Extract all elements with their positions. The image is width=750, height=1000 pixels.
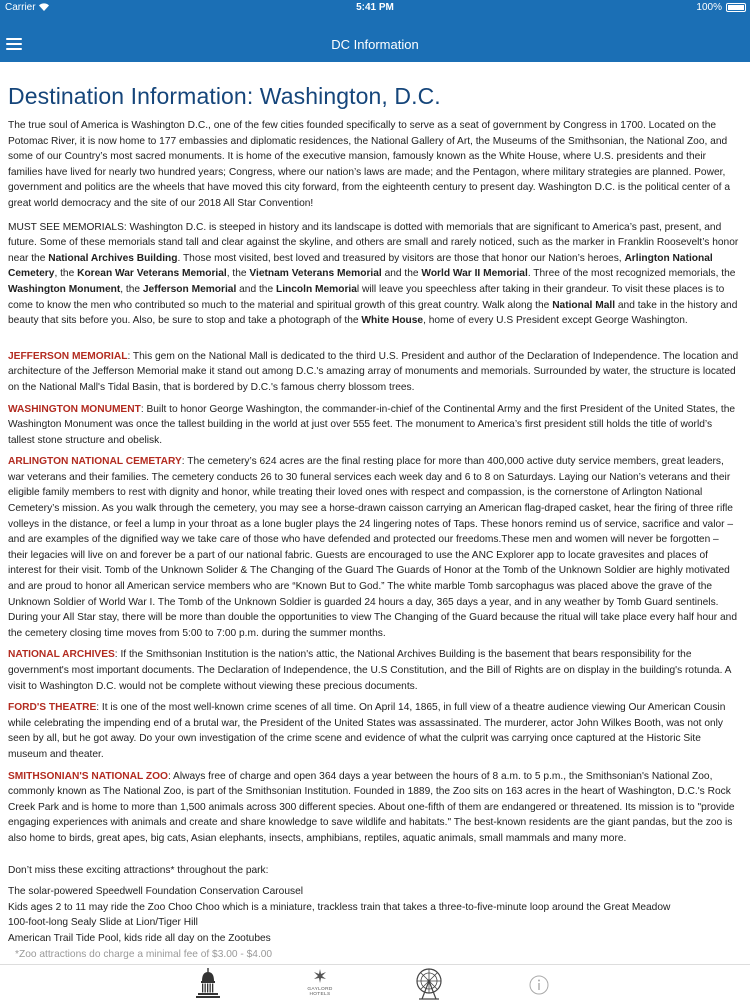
list-item: The solar-powered Speedwell Foundation Conservation Carousel: [8, 886, 304, 898]
section-national-zoo: SMITHSONIAN'S NATIONAL ZOO: Always free of charge and open 364 days a year between the hours of 8 a.m. to 5 p.m., the Smithsonian's National Zoo, commonly known as The National Zoo, is part of the Smithsonian Institution. Founded in 1889, the Zoo sits on 163 acres in the heart of Washington, D.C.'s Rock Creek Park and is home to more than 1,500 animals across 300 different species. About one-fifth of them are endangered or threatened. Its mission is to "provide engaging experiences with animals and create and share knowledge to save wildlife and habitats." The best-known residents are the giant pandas, but the zoo is also home to birds, great apes, big cats, Asian elephants, insects, amphibians, reptiles, aquatic animals, small mammals and many more.: [8, 770, 735, 844]
gaylord-hotels-logo: [303, 967, 337, 987]
tab-info[interactable]: [528, 967, 550, 999]
memorials-paragraph: MUST SEE MEMORIALS: Washington D.C. is steeped in history and its landscape is dotted with memorials that are significant to America’s past, present, and future. Some of these memorials stand tall and clear against the skyline, and others are small and rarely noticed, such as the marker in Franklin Roosevelt’s honor near the National Archives Building. Those most visited, best loved and treasured by visitors are those that honor our Nation’s heroes, Arlington National Cemetery, the Korean War Veterans Memorial, the Vietnam Veterans Memorial and the World War II Memorial. Three of the most recognized memorials, the Washington Monument, the Jefferson Memorial and the Lincoln Memorial will leave you speechless after taking in their grandeur. To visit these places is to come to know the men who contributed so much to the material and spiritual growth of this great country. Walk along the National Mall and take in the history and beauty that sits before you. Also, be sure to stop and take a photograph of the White House, home of every U.S President except George Washington.: [8, 221, 739, 327]
nav-title: DC Information: [331, 37, 419, 52]
section-heading: WASHINGTON MONUMENT: [8, 403, 141, 415]
gaylord-hotels-wordmark: GAYLORD HOTELS: [307, 987, 333, 997]
list-item: Kids ages 2 to 11 may ride the Zoo Choo Choo which is a miniature, trackless train that takes a three-to-five-minute loop around the Great Meadow: [8, 901, 671, 913]
list-item: American Trail Tide Pool, kids ride all day on the Zootubes: [8, 932, 271, 944]
attractions-fee-note: *Zoo attractions do charge a minimal fee of $3.00 - $4.00: [15, 948, 273, 960]
scroll-content[interactable]: [0, 62, 750, 964]
attractions-list: [8, 884, 741, 962]
clock: 5:41 PM: [356, 2, 394, 13]
attractions-header: Don’t miss these exciting attractions* throughout the park:: [8, 864, 269, 876]
tab-dc-information[interactable]: [196, 967, 220, 999]
battery-icon: [726, 3, 746, 12]
section-jefferson-memorial: JEFFERSON MEMORIAL: This gem on the National Mall is dedicated to the third U.S. President and author of the Declaration of Independence. The location and architecture of the Jefferson Memorial make it stand out among D.C.'s amazing array of monuments and memorials. Surrounded by water, the structure is located on the National Mall's Tidal Basin, that is bordered by D.C.'s famous cherry blossom trees.: [8, 350, 739, 393]
page-title: Destination Information: Washington, D.C.: [8, 83, 441, 109]
intro-paragraph: The true soul of America is Washington D.C., one of the few cities founded specifically to serve as a seat of government by Congress in 1700. Located on the Potomac River, it is now home to 177 embassies and diplomatic residences, the National Gallery of Art, the Museums of the Smithsonian, the National Zoo, and some of our Country’s most sacred monuments. It is home of the executive mansion, famously known as the White House, where U.S. presidents and their families have lived for nearly two hundred years; Congress, where our nation’s laws are made; and the Pentagon, where military strategies are planned. Power, government and politics are the wheels that have moved this city forward, from the eighteenth century to present day. Washington D.C. is the political center of a great world democracy and the site of our 2018 All Star Convention!: [8, 120, 730, 209]
info-icon: [528, 967, 550, 999]
carrier-label: Carrier: [5, 2, 36, 13]
capitol-icon: [196, 967, 220, 999]
section-washington-monument: WASHINGTON MONUMENT: Built to honor George Washington, the commander-in-chief of the Continental Army and the first President of the United States, the Washington Monument was once the tallest building in the world at just over 555 feet. The monument to America’s first president still holds the title of world’s tallest stone structure and obelisk.: [8, 403, 736, 446]
section-national-archives: NATIONAL ARCHIVES: If the Smithsonian Institution is the nation's attic, the National Archives Building is the basement that bears responsibility for the government's most important documents. The Declaration of Independence, the U.S Constitution, and the Bill of Rights are on display in the building's rotunda. A visit to Washington D.C. would not be complete without viewing these precious documents.: [8, 649, 731, 692]
tab-gaylord-hotels[interactable]: [303, 967, 337, 1000]
section-heading: SMITHSONIAN'S NATIONAL ZOO: [8, 770, 168, 782]
section-heading: ARLINGTON NATIONAL CEMETARY: [8, 456, 182, 468]
battery-percent: 100%: [696, 2, 722, 13]
section-heading: NATIONAL ARCHIVES: [8, 649, 115, 661]
tab-attractions[interactable]: [412, 967, 446, 1000]
tab-bar: [0, 964, 750, 1000]
section-arlington-cemetery: ARLINGTON NATIONAL CEMETARY: The cemetery’s 624 acres are the final resting place for more than 400,000 active duty service members, great leaders, war veterans and their families. The cemetery conducts 26 to 30 funeral services each week day and 6 to 8 on Saturdays. Laying our Nation’s veterans and their eligible family members to rest with dignity and honor, while treating their loved ones with respect and compassion, is the cornerstone of Arlington National Cemetery’s mission. As you walk through the cemetery, you may see a horse-drawn caisson carrying an American flag-draped casket, hear the firing of three rifle volleys in the distance, or feel a lump in your throat as a lone bugler plays the 24 lingering notes of Taps. These honors remind us of service, sacrifice and valor – and are examples of the dignified way we take care of those who have defended and protected our freedoms.These men and women will never be forgotten – their legacies will live on and forever be a part of our national fabric. Guests are encouraged to use the ANC Explorer app to locate gravesites and places of interest for their visit. Tomb of the Unknown Solider & The Changing of the Guard The Guards of Honor at the Tomb of the Unknown Soldier are highly motivated and are proud to honor all American service members who are “Known But to God.” The white marble Tomb sarcophagus was placed above the grave of the Unknown Soldier of World War I. The Tomb of the Unknown Soldier is guarded 24 hours a day, 365 days a year, and in any weather by Tomb Guard sentinels. During your All Star stay, there will be more than double the opportunities to view The Changing of the Guard because the ritual will take place every half hour and the cemetery closing time moves from 5:00 to 7:00 p.m. during the summer months.: [8, 456, 738, 639]
section-heading: JEFFERSON MEMORIAL: [8, 350, 128, 362]
navigation-bar: [0, 16, 750, 62]
section-heading: FORD'S THEATRE: [8, 702, 97, 714]
section-fords-theatre: FORD'S THEATRE: It is one of the most well-known crime scenes of all time. On April 14, 1865, in full view of a theatre audience viewing Our American Cousin while celebrating the impending end of a brutal war, the President of the United States was assassinated. The murderer, actor John Wilkes Booth, was not only seen by all, but he got away. Do your own investigation of the crime scene and evidence of what the culprit was carrying once captured at the Historic Site museum and theater.: [8, 702, 726, 760]
ferris-wheel-icon: [412, 967, 446, 1000]
list-item: 100-foot-long Sealy Slide at Lion/Tiger Hill: [8, 917, 198, 929]
status-bar: [0, 0, 750, 16]
